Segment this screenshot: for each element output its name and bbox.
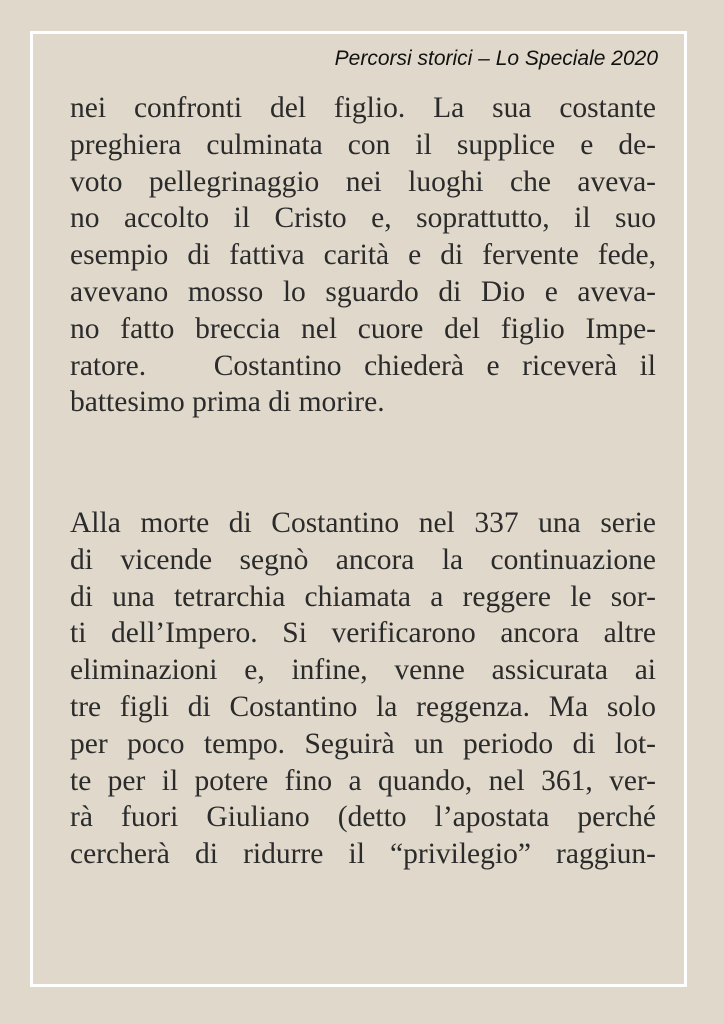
text-line: per poco tempo. Seguirà un periodo di lot- xyxy=(70,727,656,760)
text-line: avevano mosso lo sguardo di Dio e aveva- xyxy=(70,275,656,308)
text-line: preghiera culminata con il supplice e de- xyxy=(70,128,656,161)
text-line: tre figli di Costantino la reggenza. Ma solo xyxy=(70,690,656,723)
text-line: cercherà di ridurre il “privilegio” raggiun- xyxy=(70,838,656,871)
text-line: battesimo prima di morire. xyxy=(70,386,385,419)
text-line: no accolto il Cristo e, soprattutto, il suo xyxy=(70,202,656,235)
text-line: te per il potere fino a quando, nel 361, ver- xyxy=(70,764,656,797)
text-line: Alla morte di Costantino nel 337 una serie xyxy=(70,507,656,539)
text-line: rà fuori Giuliano (detto l’apostata perché xyxy=(70,801,656,834)
text-line: ti dell’Impero. Si verificarono ancora altre xyxy=(70,617,656,650)
paragraph-2 xyxy=(70,505,656,873)
text-line: di vicende segnò ancora la continuazione xyxy=(70,543,656,576)
running-header: Percorsi storici – Lo Speciale 2020 xyxy=(334,47,658,70)
paragraph-1 xyxy=(70,90,656,421)
text-line: no fatto breccia nel cuore del figlio Impe- xyxy=(70,312,656,345)
text-line: nei confronti del figlio. La sua costante xyxy=(70,92,656,124)
text-line: eliminazioni e, infine, venne assicurata ai xyxy=(70,654,656,687)
text-line: voto pellegrinaggio nei luoghi che aveva- xyxy=(70,165,656,198)
text-line: esempio di fattiva carità e di fervente fede, xyxy=(70,239,656,272)
text-line: ratore. Costantino chiederà e riceverà il xyxy=(70,349,656,382)
text-line: di una tetrarchia chiamata a reggere le sor- xyxy=(70,580,656,613)
